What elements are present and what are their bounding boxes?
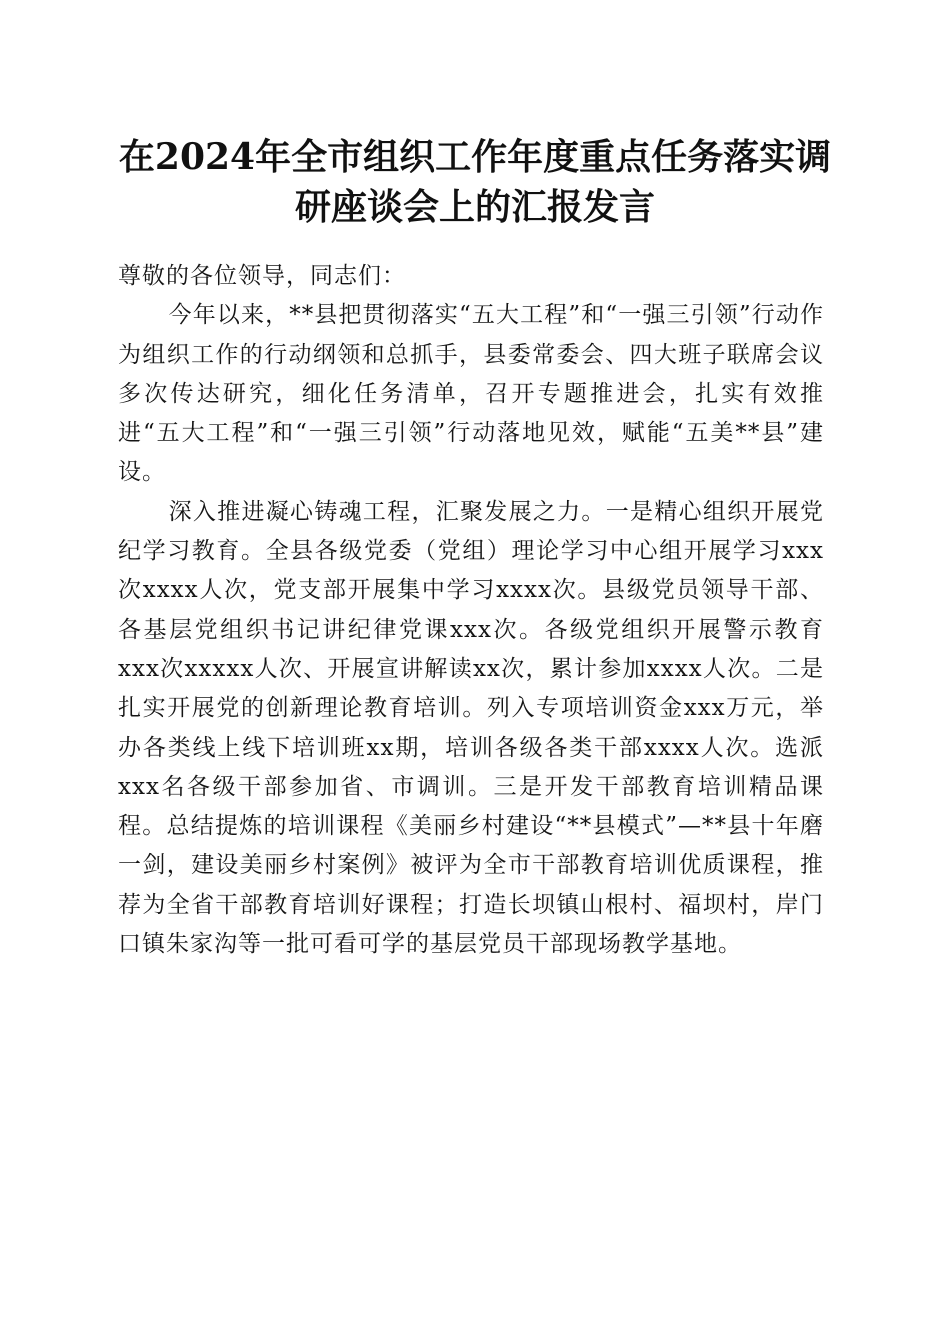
document-body xyxy=(118,257,824,964)
salutation: 尊敬的各位领导，同志们： xyxy=(118,263,406,289)
document-title: 在2024年全市组织工作年度重点任务落实调研座谈会上的汇报发言 xyxy=(118,136,832,228)
paragraph-ningxin-project: 深入推进凝心铸魂工程，汇聚发展之力。一是精心组织开展党纪学习教育。全县各级党委（党组）理论学习中心组开展学习xxx次xxxx人次，党支部开展集中学习xxxx次。县级党员领导干部、各基层党组织书记讲纪律党课xxx次。各级党组织开展警示教育xxx次xxxxx人次、开展宣讲解读xx次，累计参加xxxx人次。二是扎实开展党的创新理论教育培训。列入专项培训资金xxx万元，举办各类线上线下培训班xx期，培训各级各类干部xxxx人次。选派xxx名各级干部参加省、市调训。三是开发干部教育培训精品课程。总结提炼的培训课程《美丽乡村建设“**县模式”—**县十年磨一剑，建设美丽乡村案例》被评为全市干部教育培训优质课程，推荐为全省干部教育培训好课程；打造长坝镇山根村、福坝村，岸门口镇朱家沟等一批可看可学的基层党员干部现场教学基地。 xyxy=(118,498,824,958)
paragraph-intro: 今年以来，**县把贯彻落实“五大工程”和“一强三引领”行动作为组织工作的行动纲领和总抓手，县委常委会、四大班子联席会议多次传达研究，细化任务清单，召开专题推进会，扎实有效推进“五大工程”和“一强三引领”行动落地见效，赋能“五美**县”建设。 xyxy=(118,302,824,486)
